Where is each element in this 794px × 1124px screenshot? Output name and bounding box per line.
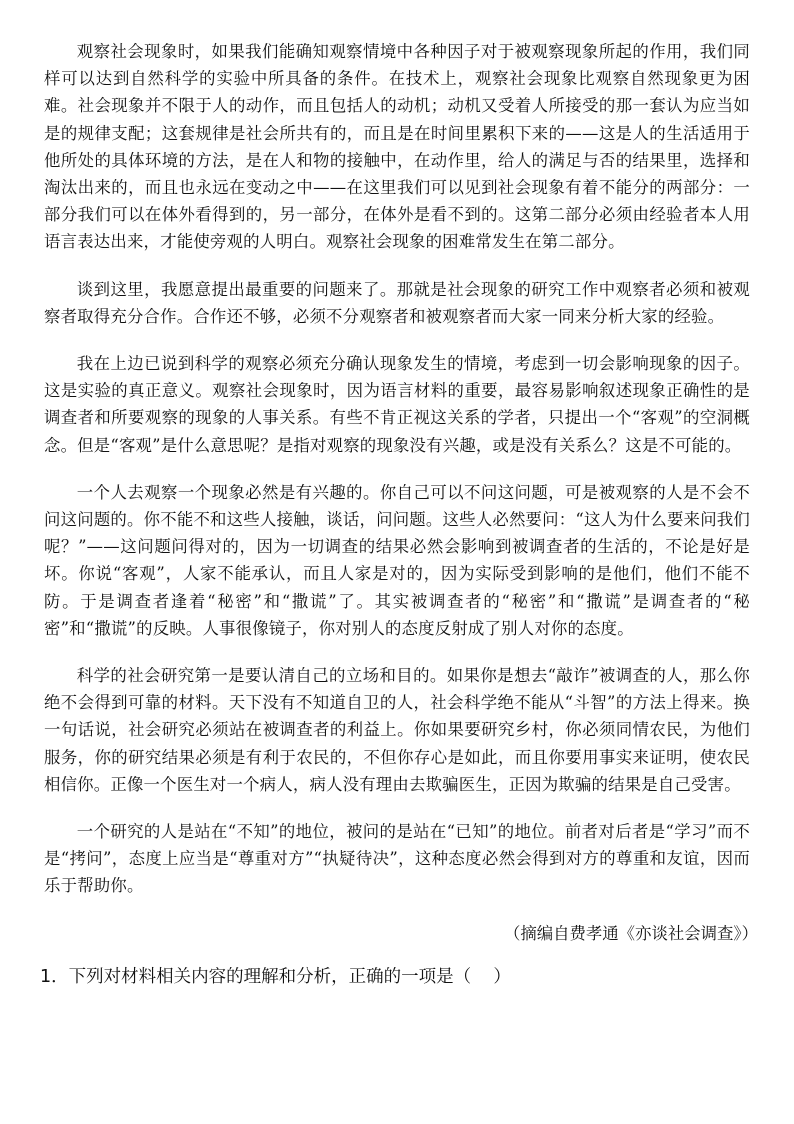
paragraph-4: 一个人去观察一个现象必然是有兴趣的。你自己可以不问这问题，可是被观察的人是不会不问这问题的。你不能不和这些人接触，谈话，问问题。这些人必然要问：“这人为什么要来问我们呢？”——这问题问得对的，因为一切调查的结果必然会影响到被调查者的生活的，不论是好是坏。你说“客观”，人家不能承认，而且人家是对的，因为实际受到影响的是他们，他们不能不防。于是调查者逢着“秘密”和“撒谎”了。其实被调查者的“秘密”和“撒谎”是调查者的“秘密”和“撒谎”的反映。人事很像镜子，你对别人的态度反射成了别人对你的态度。: [44, 482, 750, 638]
source-citation: （摘编自费孝通《亦谈社会调查》）: [503, 923, 758, 943]
paragraph-6: 一个研究的人是站在“不知”的地位，被问的是站在“已知”的地位。前者对后者是“学习”而不是“拷问”，态度上应当是“尊重对方”“执疑待决”，这种态度必然会得到对方的尊重和友谊，因而乐于帮助你。: [44, 822, 750, 896]
paragraph-3: 我在上边已说到科学的观察必须充分确认现象发生的情境，考虑到一切会影响现象的因子。这是实验的真正意义。观察社会现象时，因为语言材料的重要，最容易影响叙述现象正确性的是调查者和所要观察的现象的人事关系。有些不肯正视这关系的学者，只提出一个“客观”的空洞概念。但是“客观”是什么意思呢？是指对观察的现象没有兴趣，或是没有关系么？这是不可能的。: [44, 354, 750, 455]
paragraph-2: 谈到这里，我愿意提出最重要的问题来了。那就是社会现象的研究工作中观察者必须和被观察者取得充分合作。合作还不够，必须不分观察者和被观察者而大家一同来分析大家的经验。: [44, 279, 750, 326]
paragraph-5: 科学的社会研究第一是要认清自己的立场和目的。如果你是想去“敲诈”被调查的人，那么你绝不会得到可靠的材料。天下没有不知道自卫的人，社会科学绝不能从“斗智”的方法上得来。换一句话说，社会研究必须站在被调查者的利益上。你如果要研究乡村，你必须同情农民，为他们服务，你的研究结果必须是有利于农民的，不但你存心是如此，而且你要用事实来证明，使农民相信你。正像一个医生对一个病人，病人没有理由去欺骗医生，正因为欺骗的结果是自己受害。: [44, 666, 750, 794]
paragraph-1: 观察社会现象时，如果我们能确知观察情境中各种因子对于被观察现象所起的作用，我们同样可以达到自然科学的实验中所具备的条件。在技术上，观察社会现象比观察自然现象更为困难。社会现象并不限于人的动作，而且包括人的动机；动机又受着人所接受的那一套认为应当如是的规律支配；这套规律是社会所共有的，而且是在时间里累积下来的——这是人的生活适用于他所处的具体环境的方法，是在人和物的接触中，在动作里，给人的满足与否的结果里，选择和淘汰出来的，而且也永远在变动之中——在这里我们可以见到社会现象有着不能分的两部分：一部分我们可以在体外看得到的，另一部分，在体外是看不到的。这第二部分必须由经验者本人用语言表达出来，才能使旁观的人明白。观察社会现象的困难常发生在第二部分。: [44, 42, 750, 252]
question-1: 1．下列对材料相关内容的理解和分析，正确的一项是（ ）: [40, 966, 511, 987]
reading-passage: [40, 38, 758, 991]
